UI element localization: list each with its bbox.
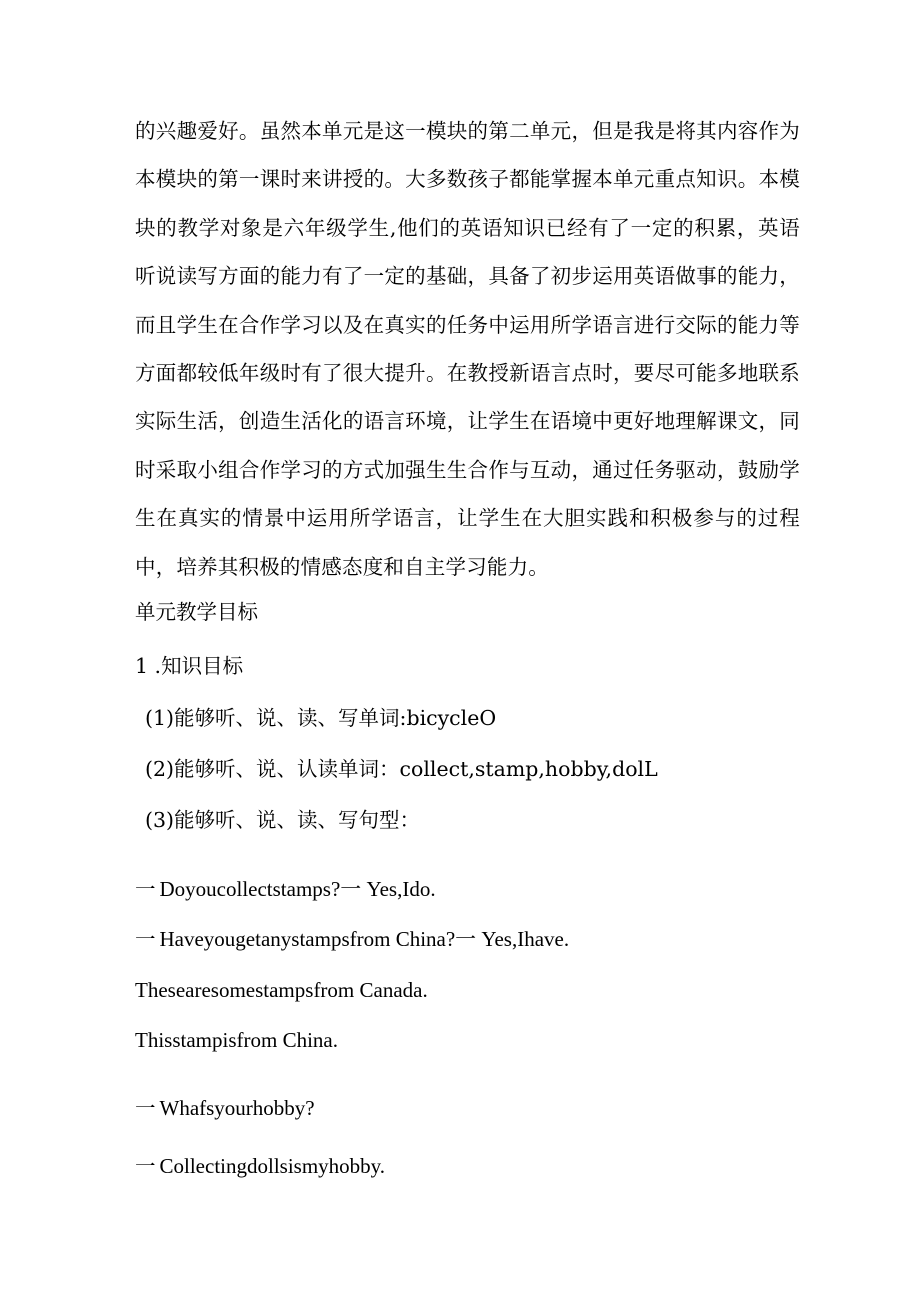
sentence-line	[135, 1026, 338, 1054]
sentence-text: Thesearesomestampsfrom Canada.	[135, 978, 428, 1002]
sentence-text: Doyoucollectstamps?一 Yes,Ido.	[159, 877, 436, 901]
objective-item: (3)能够听、说、读、写句型：	[145, 808, 421, 832]
sentence-text: Whafsyourhobby?	[159, 1096, 315, 1120]
dash-mark: 一	[135, 877, 156, 901]
dash-mark: 一	[135, 1154, 156, 1178]
dash-mark: 一	[135, 1096, 156, 1120]
objective-heading: 1 .知识目标	[135, 654, 244, 678]
dash-mark: 一	[135, 927, 156, 951]
objective-item: (2)能够听、说、认读单词：collect,stamp,hobby,dolL	[145, 757, 658, 781]
sentence-text: Collectingdollsismyhobby.	[159, 1154, 386, 1178]
objective-item: (1)能够听、说、读、写单词:bicycleO	[145, 706, 497, 730]
section-heading: 单元教学目标	[135, 600, 258, 624]
sentence-line	[135, 1152, 385, 1180]
sentence-text: Thisstampisfrom China.	[135, 1028, 338, 1052]
sentence-line	[135, 875, 436, 903]
sentence-line	[135, 976, 428, 1004]
body-paragraph: 的兴趣爱好。虽然本单元是这一模块的第二单元，但是我是将其内容作为本模块的第一课时来讲授的。大多数孩子都能掌握本单元重点知识。本模块的教学对象是六年级学生,他们的英语知识已经有了一定的积累，英语听说读写方面的能力有了一定的基础，具备了初步运用英语做事的能力，而且学生在合作学习以及在真实的任务中运用所学语言进行交际的能力等方面都较低年级时有了很大提升。在教授新语言点时，要尽可能多地联系实际生活，创造生活化的语言环境，让学生在语境中更好地理解课文，同时采取小组合作学习的方式加强生生合作与互动，通过任务驱动，鼓励学生在真实的情景中运用所学语言，让学生在大胆实践和积极参与的过程中，培养其积极的情感态度和自主学习能力。	[135, 119, 800, 579]
sentence-text: Haveyougetanystampsfrom China?一 Yes,Ihave.	[159, 927, 570, 951]
sentence-line	[135, 925, 569, 953]
sentence-line	[135, 1094, 315, 1122]
